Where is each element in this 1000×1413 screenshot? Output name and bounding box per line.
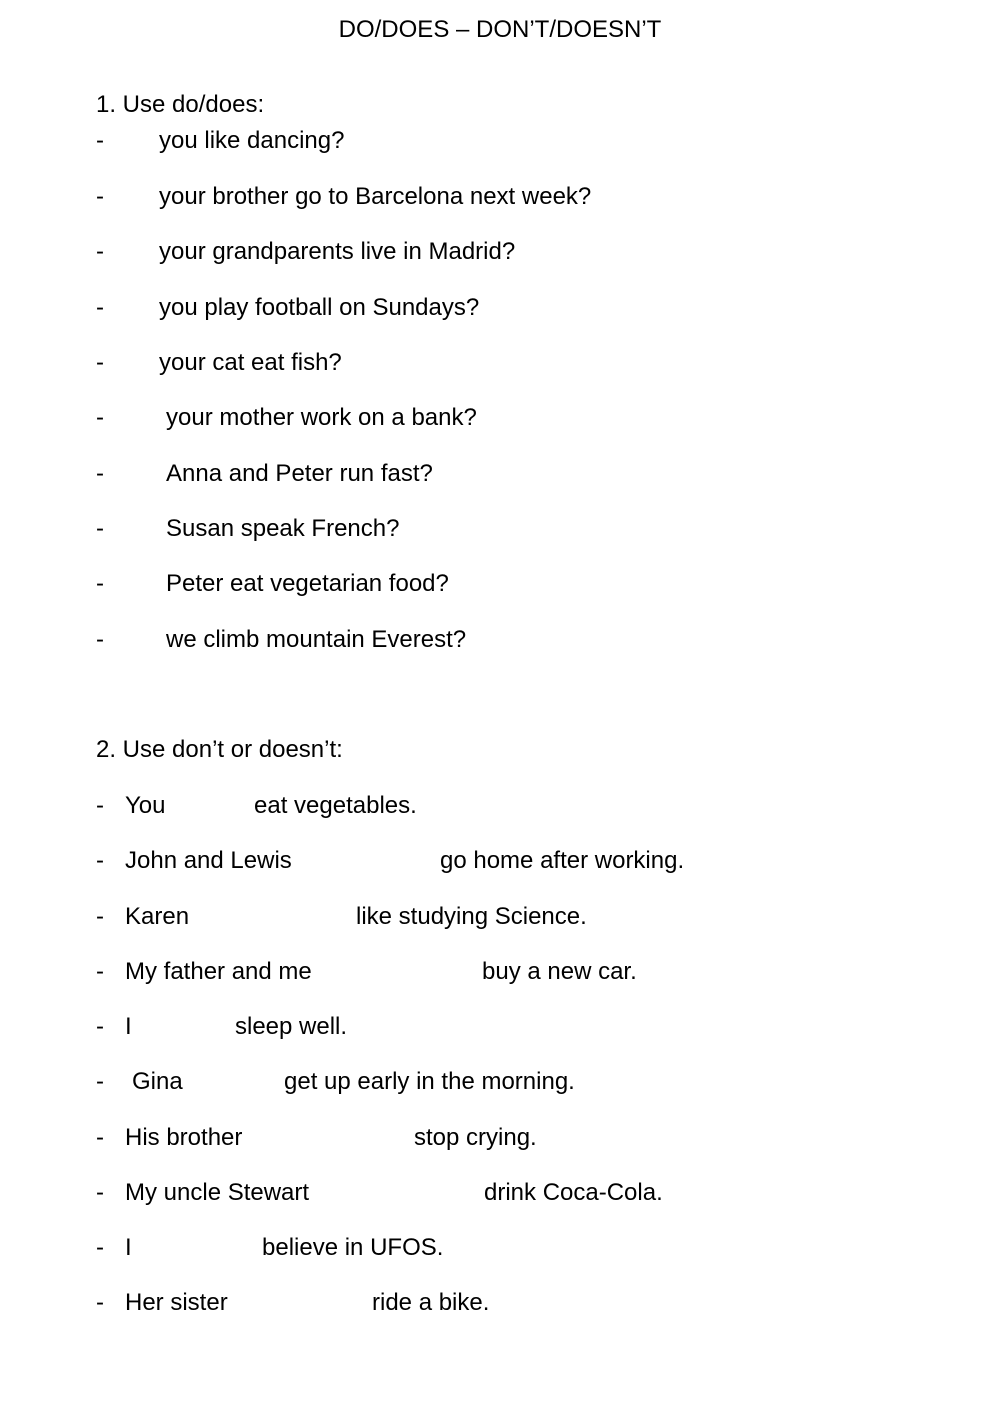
- sentence-rest: get up early in the morning.: [284, 1068, 575, 1095]
- sentence-subject: My father and me: [125, 958, 312, 985]
- question-text: your brother go to Barcelona next week?: [159, 183, 592, 210]
- list-item: [0, 292, 1000, 324]
- sentence-rest: eat vegetables.: [254, 792, 417, 819]
- bullet-dash: -: [96, 903, 104, 930]
- sentence-subject: Gina: [132, 1068, 183, 1095]
- list-item: [0, 790, 1000, 822]
- sentence-subject: You: [125, 792, 166, 819]
- list-item: [0, 1232, 1000, 1264]
- bullet-dash: -: [96, 460, 104, 487]
- bullet-dash: -: [96, 1179, 104, 1206]
- bullet-dash: -: [96, 1068, 104, 1095]
- question-text: Susan speak French?: [166, 515, 400, 542]
- question-text: your cat eat fish?: [159, 349, 342, 376]
- bullet-dash: -: [96, 1234, 104, 1261]
- sentence-subject: I: [125, 1234, 132, 1261]
- list-item: [0, 236, 1000, 268]
- bullet-dash: -: [96, 183, 104, 210]
- bullet-dash: -: [96, 1289, 104, 1316]
- sentence-rest: ride a bike.: [372, 1289, 490, 1316]
- sentence-rest: sleep well.: [235, 1013, 348, 1040]
- bullet-dash: -: [96, 294, 104, 321]
- bullet-dash: -: [96, 1013, 104, 1040]
- worksheet-title: DO/DOES – DON’T/DOESN’T: [338, 16, 662, 43]
- list-item: [0, 1122, 1000, 1154]
- list-item: [0, 1011, 1000, 1043]
- sentence-subject: I: [125, 1013, 132, 1040]
- question-text: Anna and Peter run fast?: [166, 460, 433, 487]
- section1-heading: 1. Use do/does:: [96, 91, 265, 118]
- sentence-rest: go home after working.: [440, 847, 685, 874]
- section2-heading: 2. Use don’t or doesn’t:: [96, 736, 343, 763]
- list-item: [0, 181, 1000, 213]
- question-text: you like dancing?: [159, 127, 345, 154]
- list-item: [0, 568, 1000, 600]
- sentence-rest: like studying Science.: [356, 903, 587, 930]
- list-item: [0, 956, 1000, 988]
- bullet-dash: -: [96, 958, 104, 985]
- list-item: [0, 901, 1000, 933]
- list-item: [0, 624, 1000, 656]
- bullet-dash: -: [96, 626, 104, 653]
- bullet-dash: -: [96, 792, 104, 819]
- list-item: [0, 125, 1000, 157]
- question-text: your grandparents live in Madrid?: [159, 238, 516, 265]
- sentence-subject: His brother: [125, 1124, 243, 1151]
- bullet-dash: -: [96, 349, 104, 376]
- bullet-dash: -: [96, 1124, 104, 1151]
- sentence-rest: stop crying.: [414, 1124, 537, 1151]
- sentence-subject: Her sister: [125, 1289, 228, 1316]
- list-item: [0, 513, 1000, 545]
- question-text: we climb mountain Everest?: [166, 626, 467, 653]
- question-text: your mother work on a bank?: [166, 404, 477, 431]
- list-item: [0, 347, 1000, 379]
- question-text: Peter eat vegetarian food?: [166, 570, 449, 597]
- sentence-subject: Karen: [125, 903, 190, 930]
- question-text: you play football on Sundays?: [159, 294, 480, 321]
- bullet-dash: -: [96, 570, 104, 597]
- bullet-dash: -: [96, 515, 104, 542]
- list-item: [0, 458, 1000, 490]
- bullet-dash: -: [96, 238, 104, 265]
- sentence-subject: John and Lewis: [125, 847, 292, 874]
- sentence-rest: believe in UFOS.: [262, 1234, 444, 1261]
- sentence-subject: My uncle Stewart: [125, 1179, 310, 1206]
- list-item: [0, 1287, 1000, 1319]
- bullet-dash: -: [96, 127, 104, 154]
- list-item: [0, 845, 1000, 877]
- list-item: [0, 1066, 1000, 1098]
- bullet-dash: -: [96, 404, 104, 431]
- sentence-rest: drink Coca-Cola.: [484, 1179, 663, 1206]
- list-item: [0, 402, 1000, 434]
- sentence-rest: buy a new car.: [482, 958, 637, 985]
- bullet-dash: -: [96, 847, 104, 874]
- list-item: [0, 1177, 1000, 1209]
